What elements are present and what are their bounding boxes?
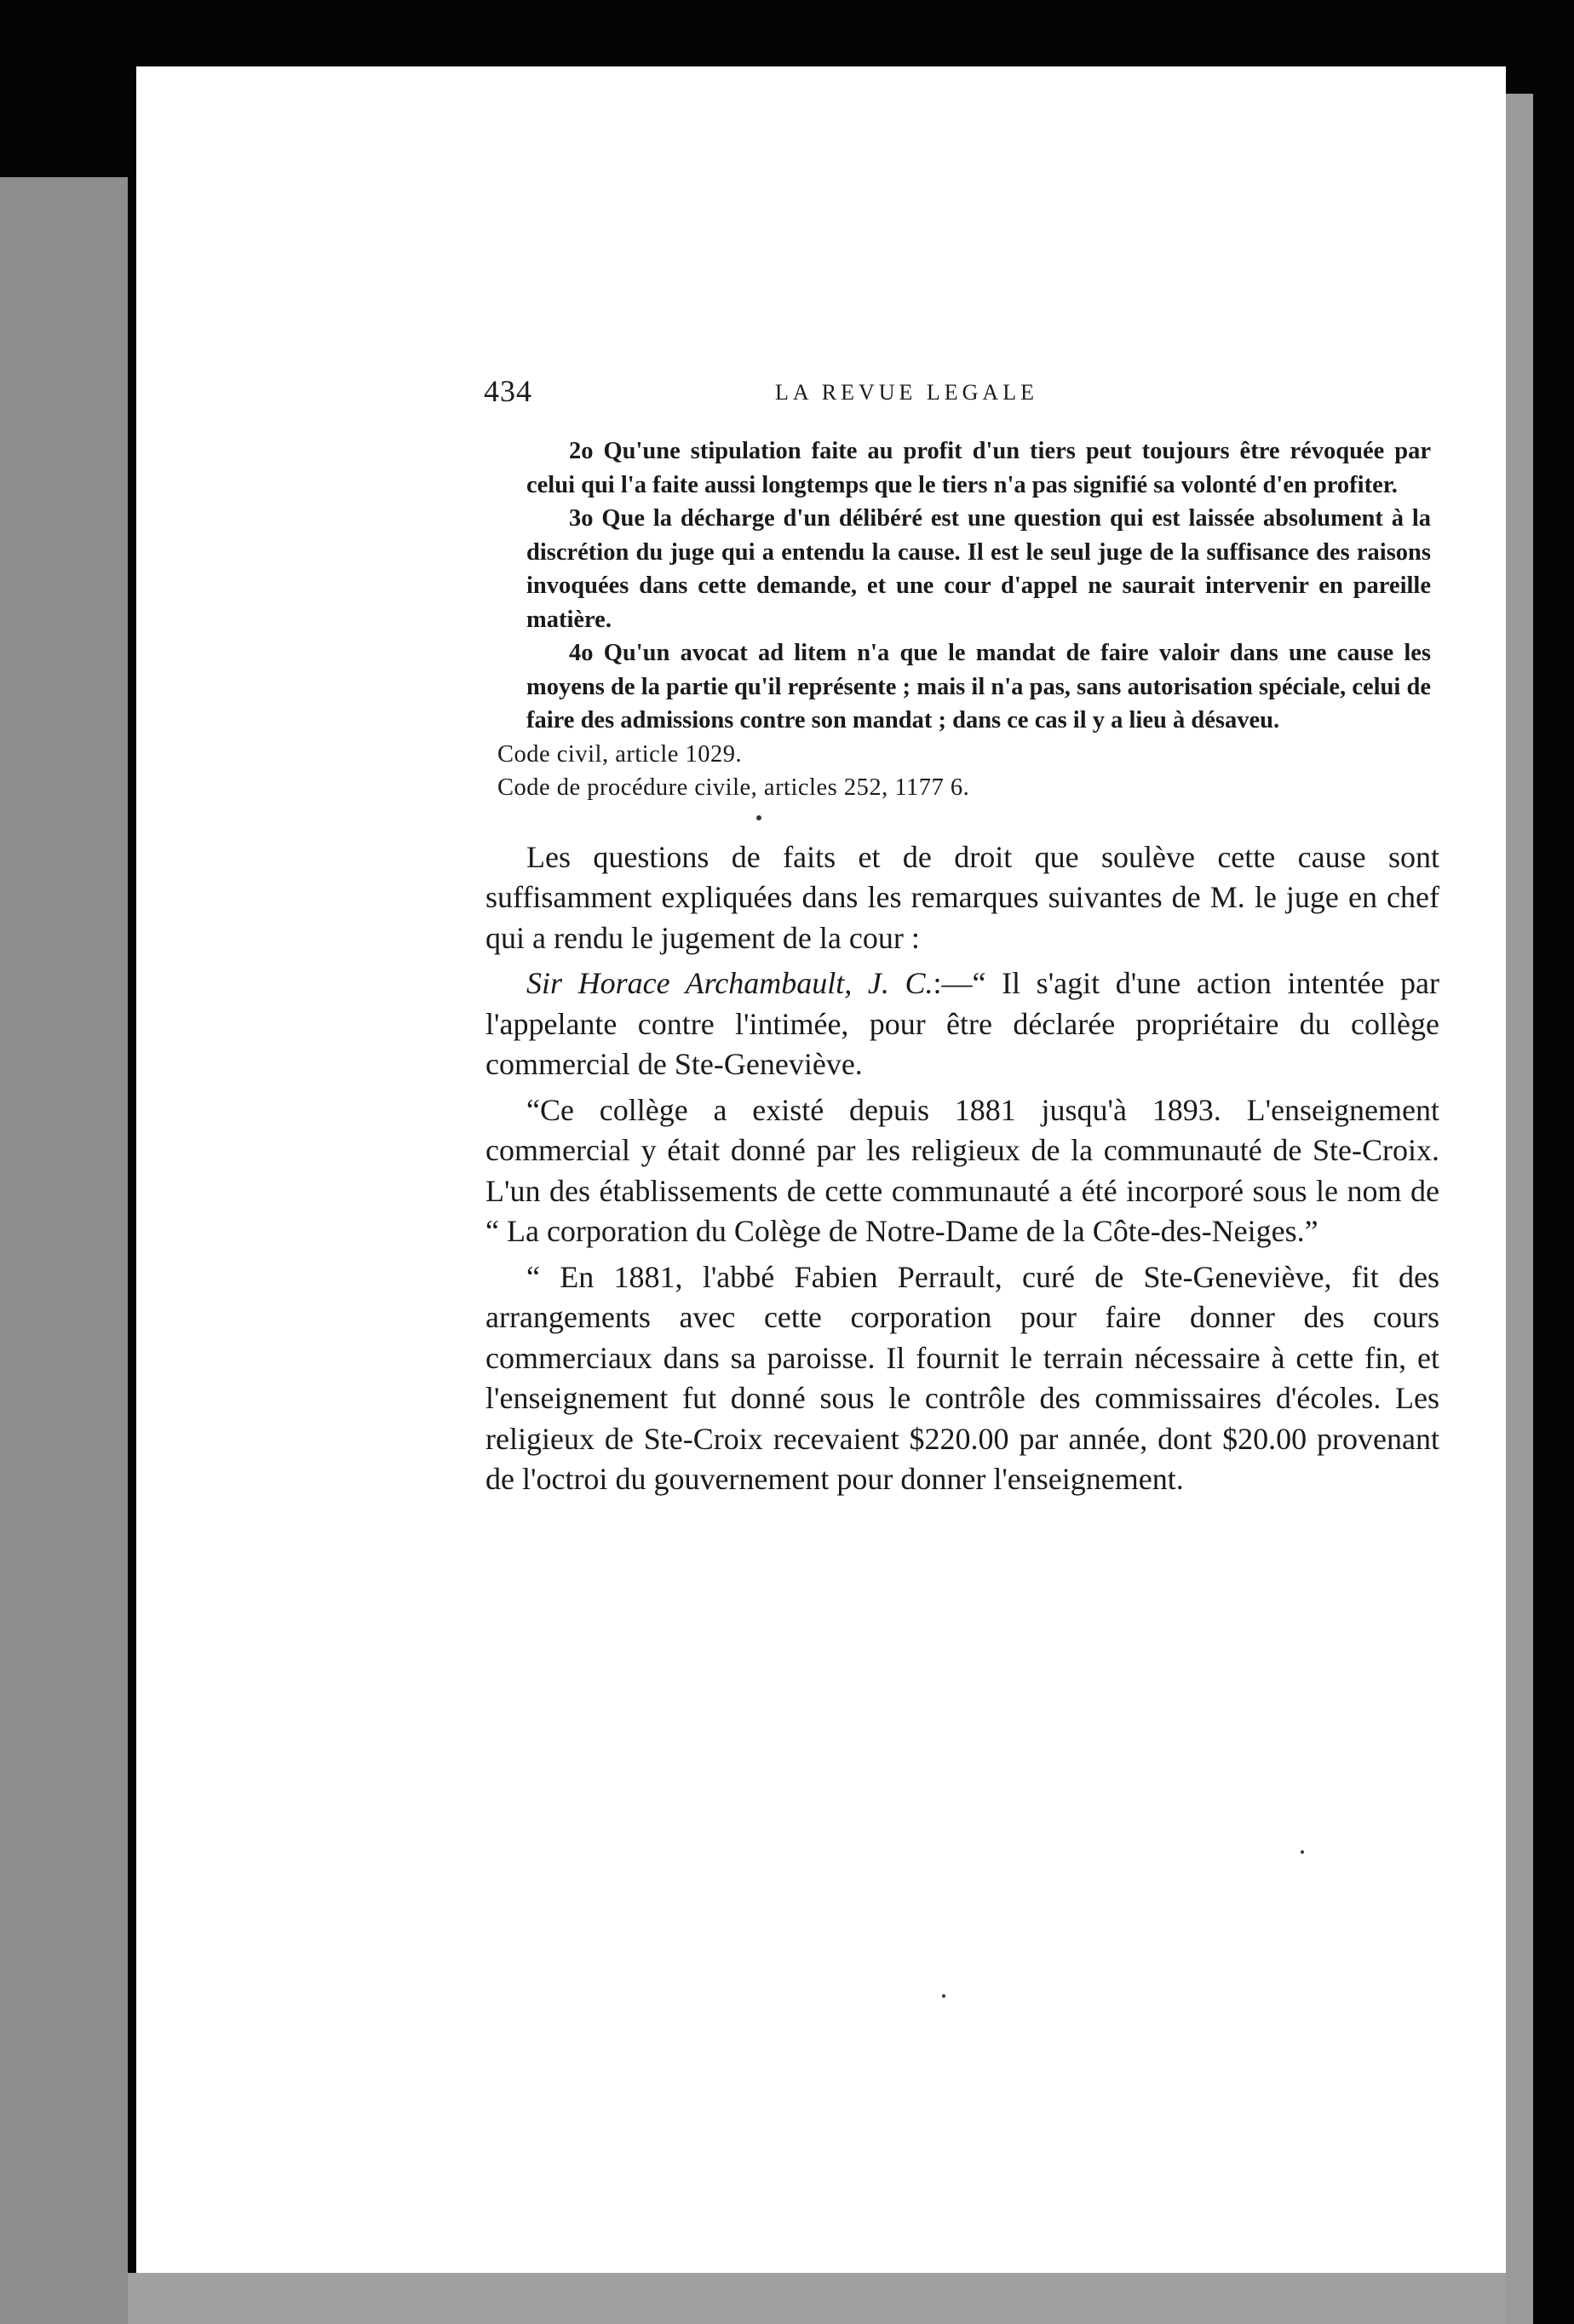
page-number: 434: [484, 374, 532, 408]
stray-mark: [1301, 1850, 1304, 1854]
journal-title: LA REVUE LEGALE: [775, 380, 1038, 405]
running-head: [485, 373, 1439, 424]
body-paragraph-3: “ En 1881, l'abbé Fabien Perrault, curé de Ste-Geneviève, fit des arrangements avec cette corporation pour faire donner des cours commerciaux dans sa paroisse. Il fournit le terrain nécessaire à cette fin, et l'enseignement fut donné sous le contrôle des commissaires d'écoles. Les religieux de Ste-Croix recevaient $220.00 par année, dont $20.00 provenant de l'octroi du gouvernement pour donner l'enseignement.: [485, 1259, 1439, 1496]
judge-text: :—“ Il s'agit d'une action intentée par l'appelante contre l'intimée, pour être déclarée propriétaire du collège commercial de Ste-Geneviève.: [485, 966, 1439, 1081]
scan-border-bottom: [128, 2273, 1506, 2324]
scan-border-left-grey: [0, 177, 128, 2324]
body-judge-paragraph: [485, 964, 1439, 1085]
body-intro-paragraph: Les questions de faits et de droit que soulève cette cause sont suffisamment expliquées dans les remarques suivantes de M. le juge en chef qui a rendu le jugement de la cour :: [485, 839, 1439, 955]
document-page: [136, 66, 1506, 2273]
stray-mark: [942, 1994, 945, 1998]
scan-border-right-edge: [1506, 94, 1533, 2324]
holding-4: 4o Qu'un avocat ad litem n'a que le mandat de faire valoir dans une cause les moyens de la partie qu'il représente ; mais il n'a pas, sans autorisation spéciale, celui de faire des admissions contre son mandat ; dans ce cas il y a lieu à désaveu.: [526, 640, 1431, 733]
page-content: [485, 373, 1439, 1505]
holding-3: 3o Que la décharge d'un délibéré est une question qui est laissée absolument à la discrétion du juge qui a entendu la cause. Il est le seul juge de la suffisance des raisons invoquées dans cette demande, et une cour d'appel ne saurait intervenir en pareille matière.: [526, 505, 1431, 633]
case-holdings: [485, 434, 1439, 805]
body-paragraph-2: “Ce collège a existé depuis 1881 jusqu'à 1893. L'enseignement commercial y était donné par les religieux de la communauté de Ste-Croix. L'un des établissements de cette communauté a été incorporé sous le nom de “ La corporation du Colège de Notre-Dame de la Côte-des-Neiges.”: [485, 1092, 1439, 1248]
separator-dot: [756, 815, 761, 820]
judge-name: Sir Horace Archambault, J. C.: [526, 966, 933, 1000]
reference-civil-code: Code civil, article 1029.: [497, 740, 743, 768]
holding-2: 2o Qu'une stipulation faite au profit d'un tiers peut toujours être révoquée par celui qui l'a faite aussi longtemps que le tiers n'a pas signifié sa volonté d'en profiter.: [526, 438, 1431, 498]
reference-procedure-code: Code de procédure civile, articles 252, 1177 6.: [497, 774, 970, 801]
judgment-body: [485, 837, 1439, 1500]
